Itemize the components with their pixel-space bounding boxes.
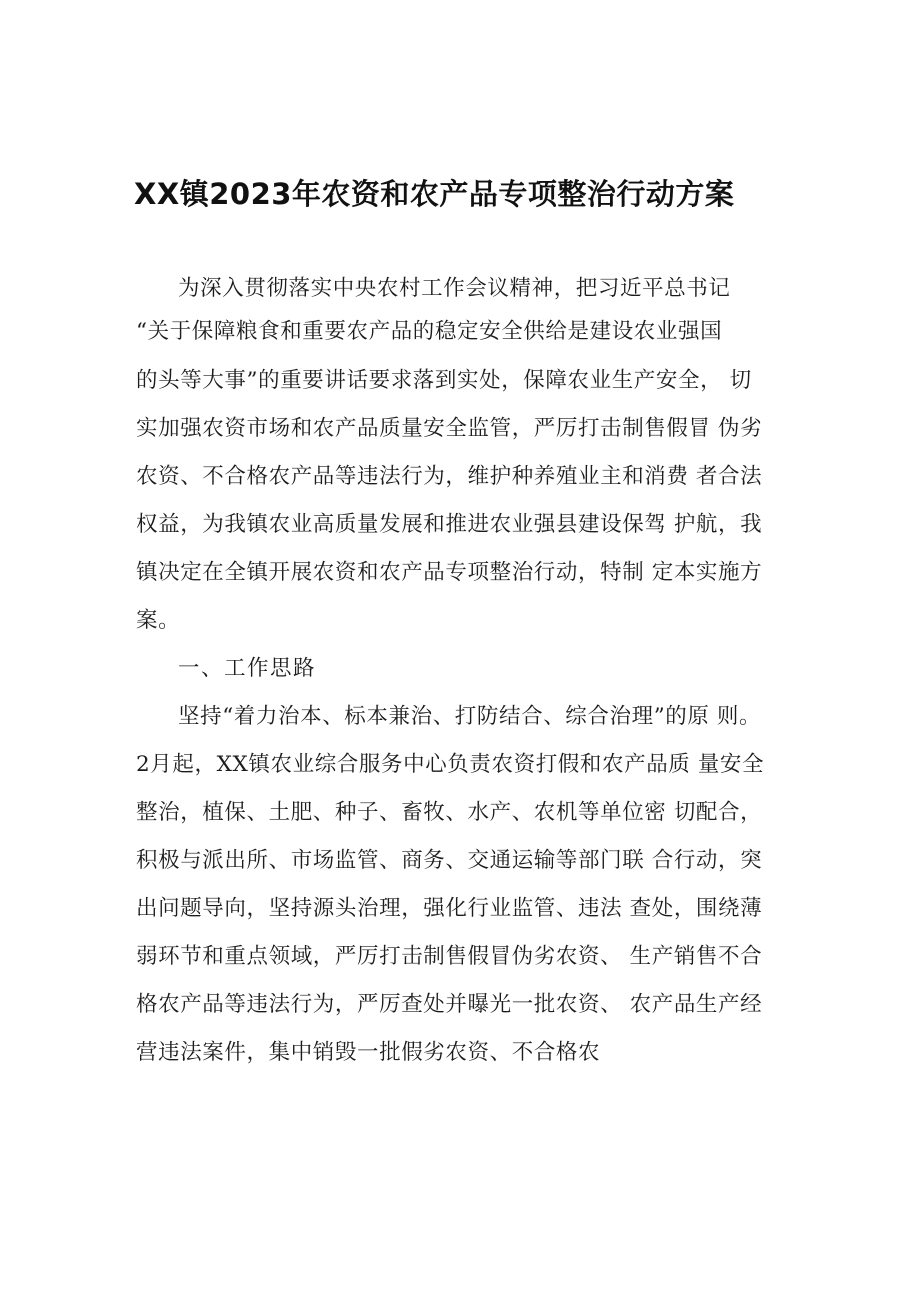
- section-1-line-1: 坚持“着力治本、标本兼治、打防结合、综合治理”的原 则。: [178, 704, 762, 729]
- document-title: XX镇2023年农资和农产品专项整治行动方案: [134, 177, 735, 211]
- intro-line-4: 实加强农资市场和农产品质量安全监管，严厉打击制售假冒 伪劣: [136, 416, 763, 441]
- section-1-line-5: 出问题导向，坚持源头治理，强化行业监管、违法 查处，围绕薄: [136, 896, 763, 921]
- intro-line-2: “关于保障粮食和重要农产品的稳定安全供给是建设农业强国: [136, 319, 723, 344]
- section-1-line-2: 2月起，XX镇农业综合服务中心负责农资打假和农产品质 量安全: [136, 752, 765, 777]
- intro-line-6: 权益，为我镇农业高质量发展和推进农业强县建设保驾 护航，我: [136, 512, 763, 537]
- section-1-line-8: 营违法案件，集中销毁一批假劣农资、不合格农: [136, 1040, 601, 1065]
- intro-line-3: 的头等大事”的重要讲话要求落到实处，保障农业生产安全， 切: [136, 368, 752, 393]
- intro-line-8: 案。: [136, 608, 181, 633]
- intro-line-7: 镇决定在全镇开展农资和农产品专项整治行动，特制 定本实施方: [136, 560, 763, 585]
- intro-line-5: 农资、不合格农产品等违法行为，维护种养殖业主和消费 者合法: [136, 464, 763, 489]
- section-1-line-3: 整治，植保、土肥、种子、畜牧、水产、农机等单位密 切配合，: [136, 800, 763, 825]
- section-1-line-7: 格农产品等违法行为，严厉查处并曝光一批农资、 农产品生产经: [136, 992, 763, 1017]
- section-1-line-6: 弱环节和重点领域，严厉打击制售假冒伪劣农资、 生产销售不合: [136, 944, 763, 969]
- section-1-line-4: 积极与派出所、市场监管、商务、交通运输等部门联 合行动，突: [136, 848, 763, 873]
- section-heading-1: 一、工作思路: [178, 656, 317, 681]
- intro-line-1: 为深入贯彻落实中央农村工作会议精神，把习近平总书记: [178, 276, 731, 301]
